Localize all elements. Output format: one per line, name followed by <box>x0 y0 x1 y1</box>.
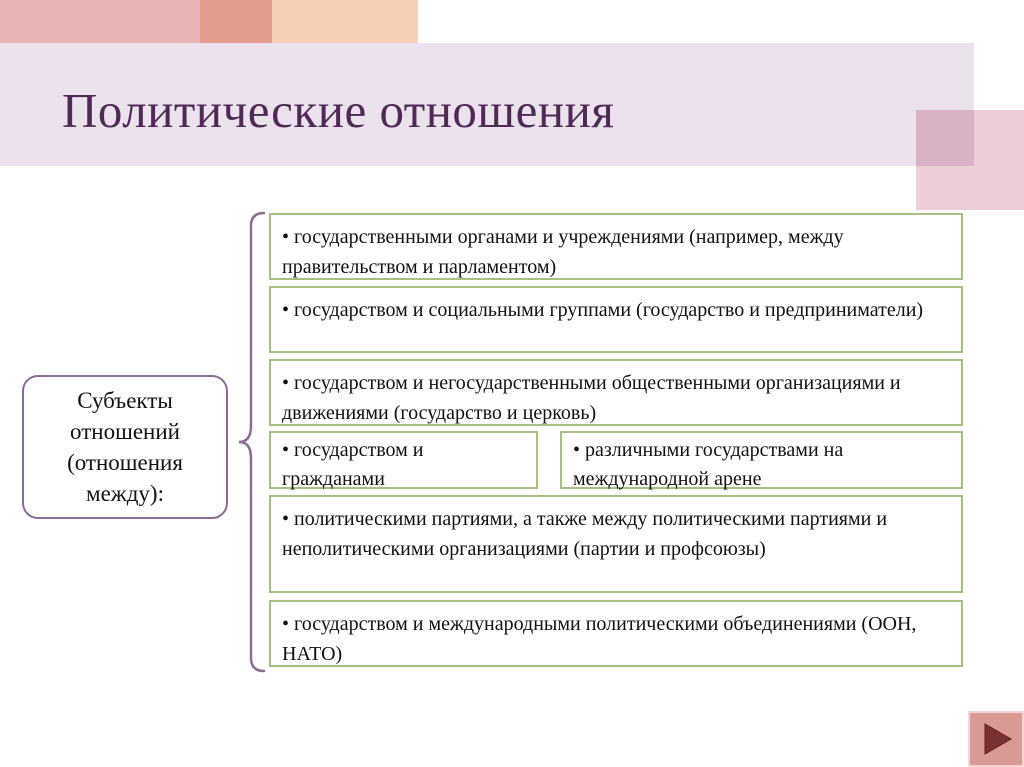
relation-item-political-parties: • политическими партиями, а также между политическими партиями и неполитическими организациями (партии и профсоюзы) <box>269 495 963 593</box>
decorative-block-mauve <box>916 110 974 166</box>
relation-item-citizens: • государством и гражданами <box>269 431 538 489</box>
relation-item-international: • различными государствами на международной арене <box>560 431 963 489</box>
subjects-label: Субъекты отношений (отношения между): <box>67 388 183 506</box>
play-triangle-icon <box>970 713 1022 765</box>
subjects-box <box>22 375 228 519</box>
relation-item-international-unions: • государством и международными политическими объединениями (ООН, НАТО) <box>269 600 963 667</box>
relation-item-state-bodies: • государственными органами и учреждениями (например, между правительством и парламентом) <box>269 213 963 280</box>
next-slide-button[interactable] <box>968 711 1024 767</box>
page-title: Политические отношения <box>62 83 615 138</box>
curly-brace-icon <box>234 210 268 674</box>
relation-item-public-organizations: • государством и негосударственными общественными организациями и движениями (государство и церковь) <box>269 359 963 426</box>
relation-item-social-groups: • государством и социальными группами (государство и предприниматели) <box>269 286 963 353</box>
